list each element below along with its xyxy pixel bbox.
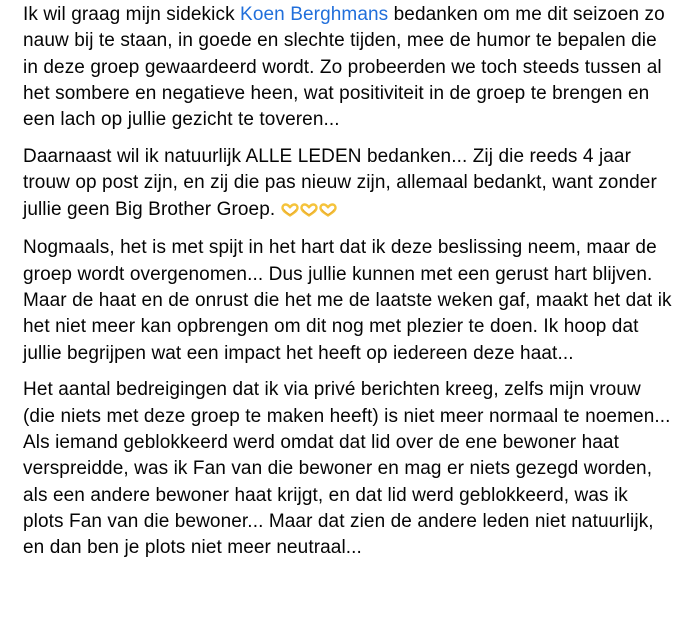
heart-hands-icon [319, 203, 337, 217]
mention-link[interactable]: Koen Berghmans [240, 4, 389, 25]
paragraph-threats [23, 377, 673, 561]
heart-hands-icon [281, 203, 299, 217]
paragraph-thanks-sidekick [23, 2, 673, 133]
paragraph-text: Nogmaals, het is met spijt in het hart dat ik deze beslissing neem, maar de groep wordt overgenomen... Dus jullie kunnen met een gerust hart blijven. Maar de haat en de onrust die het me de laatste weken gaf, maakt het dat ik het niet meer kan opbrengen om dit nog met plezier te doen. Ik hoop dat jullie begrijpen wat een impact het heeft op iedereen deze haat... [23, 237, 672, 364]
paragraph-text: Het aantal bedreigingen dat ik via privé berichten kreeg, zelfs mijn vrouw (die niets met deze groep te maken heeft) is niet meer normaal te noemen... Als iemand geblokkeerd werd omdat dat lid over de ene bewoner haat verspreidde, was ik Fan van die bewoner en mag er niets gezegd worden, als een andere bewoner haat krijgt, en dat lid werd geblokkeerd, was ik plots Fan van die bewoner... Maar dat zien de andere leden niet natuurlijk, en dan ben je plots niet meer neutraal... [23, 379, 671, 559]
emoji-group [281, 199, 338, 225]
paragraph-rest-text: bedanken om me dit seizoen zo nauw bij te staan, in goede en slechte tijden, mee de humor te bepalen die in deze groep gewaardeerd wordt. Zo probeerden we toch steeds tussen al het sombere en negatieve heen, wat positiviteit in de groep te brengen en een lach op jullie gezicht te toveren... [23, 4, 665, 131]
post-body [23, 2, 673, 572]
paragraph-lead-text: Ik wil graag mijn sidekick [23, 4, 241, 25]
paragraph-group-taken-over [23, 235, 673, 366]
paragraph-thanks-members [23, 144, 673, 225]
heart-hands-icon [300, 203, 318, 217]
paragraph-text: Daarnaast wil ik natuurlijk ALLE LEDEN bedanken... Zij die reeds 4 jaar trouw op post zijn, en zij die pas nieuw zijn, allemaal bedankt, want zonder jullie geen Big Brother Groep. [23, 145, 657, 220]
